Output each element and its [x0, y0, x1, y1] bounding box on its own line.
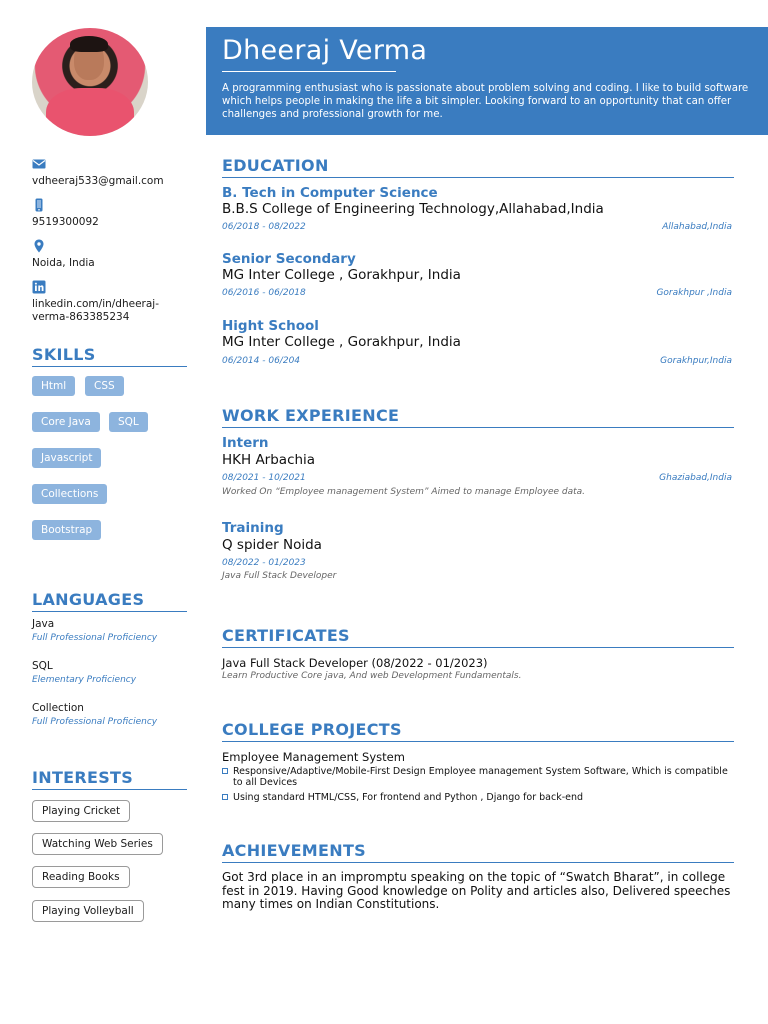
- skill-tag: CSS: [85, 376, 124, 396]
- skill-tag: Html: [32, 376, 75, 396]
- education-location: Gorakhpur,India: [660, 356, 732, 366]
- skill-tag: Bootstrap: [32, 520, 101, 540]
- education-date: 06/2018 - 08/2022: [222, 222, 306, 232]
- header-banner: [206, 27, 768, 135]
- work-org: Q spider Noida: [222, 537, 322, 553]
- email-text[interactable]: vdheeraj533@gmail.com: [32, 175, 164, 187]
- bullet-square-icon: [222, 794, 228, 800]
- linkedin-text-line1[interactable]: linkedin.com/in/dheeraj-: [32, 298, 159, 310]
- work-org: HKH Arbachia: [222, 452, 316, 468]
- education-org: MG Inter College , Gorakhpur, India: [222, 267, 461, 283]
- contact-linkedin: [32, 280, 187, 324]
- skill-tag: Collections: [32, 484, 107, 504]
- contact-email: [32, 157, 187, 188]
- education-date: 06/2016 - 06/2018: [222, 288, 306, 298]
- work-description: Java Full Stack Developer: [222, 571, 337, 581]
- interest-tag: Playing Volleyball: [32, 900, 144, 922]
- education-title: Hight School: [222, 318, 319, 334]
- interests-heading: INTERESTS: [32, 768, 187, 790]
- summary-text: A programming enthusiast who is passionate about problem solving and coding. I like to build software which helps people in making the life a bit simpler. Looking forward to an opportunity that can offer challenges and professional growth for me.: [222, 83, 749, 120]
- education-location: Gorakhpur ,India: [656, 288, 732, 298]
- project-title: Employee Management System: [222, 750, 405, 764]
- education-location: Allahabad,India: [662, 222, 732, 232]
- photo-shirt: [46, 88, 134, 136]
- project-bullet-text: Using standard HTML/CSS, For frontend and Python , Django for back-end: [233, 792, 584, 803]
- language-level: Elementary Proficiency: [32, 675, 137, 685]
- email-icon: [32, 157, 46, 171]
- phone-icon: [32, 198, 46, 212]
- skill-tag: SQL: [109, 412, 148, 432]
- language-level: Full Professional Proficiency: [32, 717, 158, 727]
- location-icon: [32, 239, 46, 253]
- interest-tag: Watching Web Series: [32, 833, 163, 855]
- work-date: 08/2021 - 10/2021: [222, 473, 306, 483]
- education-date: 06/2014 - 06/204: [222, 356, 301, 366]
- skill-tag: Javascript: [32, 448, 101, 468]
- work-title: Training: [222, 520, 284, 536]
- certificate-description: Learn Productive Core java, And web Development Fundamentals.: [222, 671, 522, 681]
- work-title: Intern: [222, 435, 269, 451]
- achievements-text: Got 3rd place in an impromptu speaking on the topic of “Swatch Bharat”, in college fest in 2019. Having Good knowledge on Polity and articles also, Delivered speeches many times on Indian Constitutions.: [222, 870, 731, 911]
- work-date: 08/2022 - 01/2023: [222, 558, 306, 568]
- education-heading: EDUCATION: [222, 156, 734, 178]
- phone-text: 9519300092: [32, 216, 99, 228]
- language-level: Full Professional Proficiency: [32, 633, 158, 643]
- projects-heading: COLLEGE PROJECTS: [222, 720, 734, 742]
- photo-hair: [70, 36, 108, 52]
- interest-tag: Reading Books: [32, 866, 130, 888]
- education-org: MG Inter College , Gorakhpur, India: [222, 334, 461, 350]
- contact-location: [32, 239, 187, 270]
- linkedin-icon: [32, 280, 46, 294]
- interest-tag: Playing Cricket: [32, 800, 130, 822]
- education-title: B. Tech in Computer Science: [222, 185, 438, 201]
- skill-tag: Core Java: [32, 412, 100, 432]
- skills-heading: SKILLS: [32, 345, 187, 367]
- work-heading: WORK EXPERIENCE: [222, 406, 734, 428]
- name-underline: [222, 71, 396, 72]
- language-name: Collection: [32, 702, 84, 714]
- location-text: Noida, India: [32, 257, 95, 269]
- work-location: Ghaziabad,India: [659, 473, 732, 483]
- project-bullet: [222, 792, 732, 803]
- linkedin-text-line2[interactable]: verma-863385234: [32, 311, 130, 323]
- contact-phone: [32, 198, 187, 229]
- achievements-heading: ACHIEVEMENTS: [222, 841, 734, 863]
- work-description: Worked On “Employee management System” Aimed to manage Employee data.: [222, 487, 586, 497]
- education-title: Senior Secondary: [222, 251, 356, 267]
- candidate-name: Dheeraj Verma: [222, 35, 428, 66]
- certificates-heading: CERTIFICATES: [222, 626, 734, 648]
- project-bullet: [222, 766, 732, 788]
- language-name: SQL: [32, 660, 53, 672]
- certificate-title: Java Full Stack Developer (08/2022 - 01/2023): [222, 656, 488, 670]
- education-org: B.B.S College of Engineering Technology,Allahabad,India: [222, 201, 604, 217]
- language-name: Java: [32, 618, 55, 630]
- profile-photo: [32, 28, 148, 136]
- bullet-square-icon: [222, 768, 228, 774]
- project-bullet-text: Responsive/Adaptive/Mobile-First Design Employee management System Software, Which is compatible to all Devices: [233, 766, 728, 788]
- languages-heading: LANGUAGES: [32, 590, 187, 612]
